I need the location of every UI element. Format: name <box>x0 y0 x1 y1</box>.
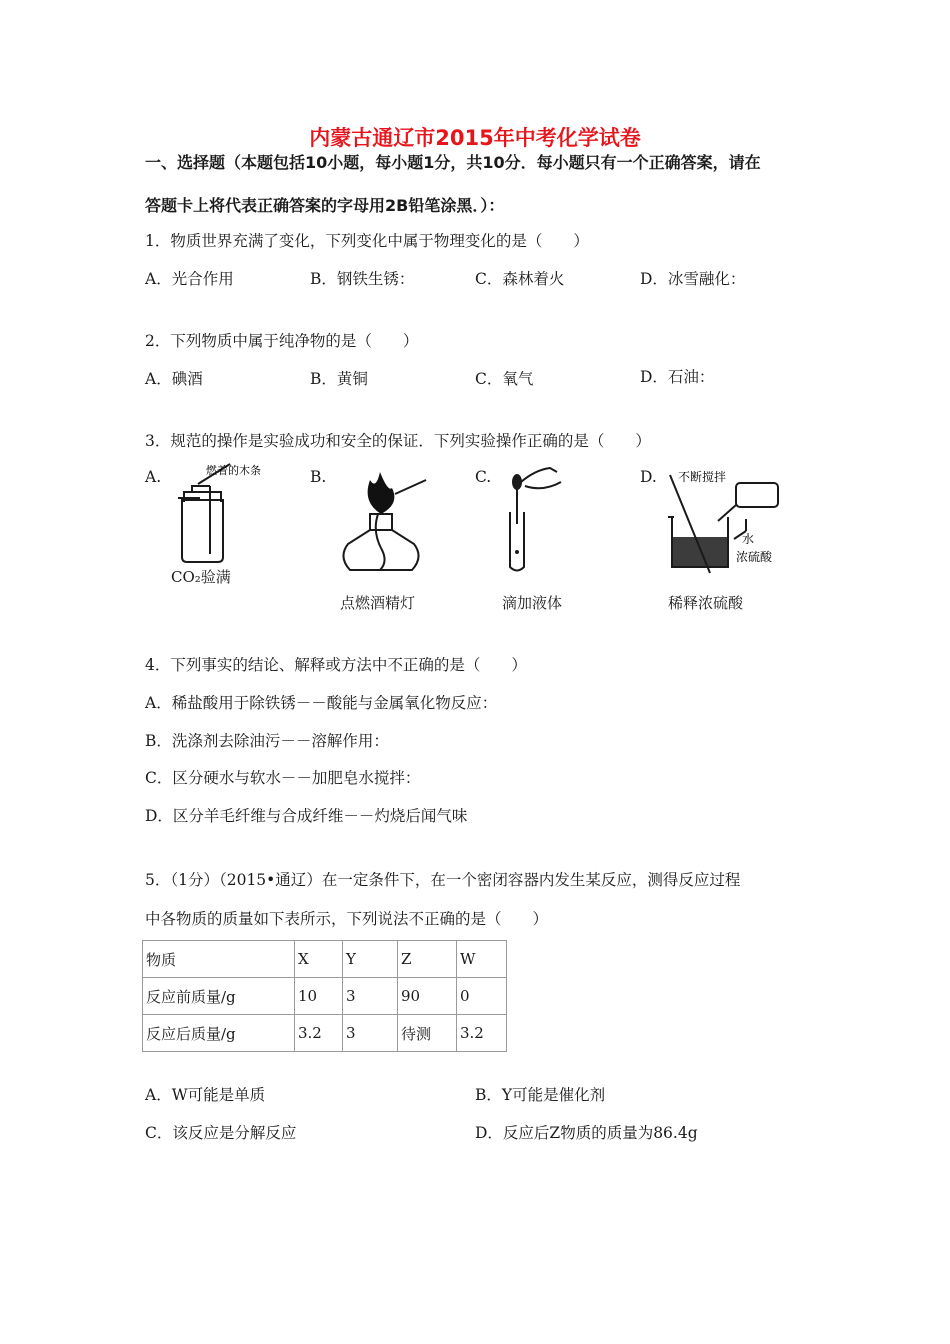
table-cell: X <box>295 941 343 978</box>
table-cell: 90 <box>398 978 457 1015</box>
table-cell: 待测 <box>398 1015 457 1052</box>
q3-caption-c: 滴加液体 <box>502 594 563 612</box>
q5-option-a[interactable]: A．W可能是单质 <box>145 1086 266 1104</box>
q3-stem: 3．规范的操作是实验成功和安全的保证．下列实验操作正确的是（ ） <box>145 432 651 450</box>
q2-option-d[interactable]: D．石油： <box>640 368 715 386</box>
table-cell: 3 <box>343 1015 398 1052</box>
q3-option-a-letter[interactable]: A. <box>145 468 162 486</box>
q4-option-b[interactable]: B．洗涤剂去除油污－－溶解作用： <box>145 732 389 750</box>
q1-stem: 1．物质世界充满了变化，下列变化中属于物理变化的是（ ） <box>145 232 589 250</box>
q5-option-c[interactable]: C．该反应是分解反应 <box>145 1124 297 1142</box>
q3-caption-d: 稀释浓硫酸 <box>668 594 744 612</box>
q5-stem-line1: 5．（1分）（2015•通辽）在一定条件下，在一个密闭容器内发生某反应，测得反应过程 <box>145 871 741 889</box>
q3-caption-a: CO₂验满 <box>171 568 231 586</box>
table-row <box>143 1015 507 1052</box>
q1-option-b[interactable]: B．钢铁生锈： <box>310 270 415 288</box>
alcohol-lamp-figure <box>330 462 430 582</box>
table-cell: 3.2 <box>457 1015 507 1052</box>
q3-option-d-letter[interactable]: D. <box>640 468 657 486</box>
burning-stick-label: 燃着的木条 <box>206 464 261 477</box>
table-cell: Y <box>343 941 398 978</box>
page-title: 内蒙古通辽市2015年中考化学试卷 <box>309 126 641 150</box>
stir-label: 不断搅拌 <box>678 470 727 484</box>
dilute-acid-figure <box>660 465 790 575</box>
table-cell: 0 <box>457 978 507 1015</box>
q1-option-a[interactable]: A．光合作用 <box>145 270 234 288</box>
table-cell: 物质 <box>143 941 295 978</box>
q3-caption-b: 点燃酒精灯 <box>340 594 416 612</box>
section-heading-line2: 答题卡上将代表正确答案的字母用2B铅笔涂黑．）： <box>145 196 505 215</box>
q4-option-c[interactable]: C．区分硬水与软水－－加肥皂水搅拌： <box>145 769 421 787</box>
q4-option-d[interactable]: D．区分羊毛纤维与合成纤维－－灼烧后闻气味 <box>145 807 468 825</box>
table-row <box>143 978 507 1015</box>
q4-option-a[interactable]: A．稀盐酸用于除铁锈－－酸能与金属氧化物反应： <box>145 694 498 712</box>
table-cell: W <box>457 941 507 978</box>
water-label: 水 <box>742 532 755 546</box>
table-cell: 10 <box>295 978 343 1015</box>
table-cell: 3 <box>343 978 398 1015</box>
table-header-row <box>143 941 507 978</box>
table-cell: 反应后质量/g <box>143 1015 295 1052</box>
q5-stem-line2: 中各物质的质量如下表所示，下列说法不正确的是（ ） <box>145 910 549 928</box>
mass-table <box>142 940 507 1052</box>
q1-option-d[interactable]: D．冰雪融化： <box>640 270 746 288</box>
q2-option-c[interactable]: C．氧气 <box>475 370 534 388</box>
table-cell: 3.2 <box>295 1015 343 1052</box>
section-heading-line1: 一、选择题（本题包括10小题，每小题1分，共10分．每小题只有一个正确答案，请在 <box>145 153 761 172</box>
dropper-figure <box>495 462 575 577</box>
q2-option-a[interactable]: A．碘酒 <box>145 370 203 388</box>
q3-option-c-letter[interactable]: C. <box>475 468 492 486</box>
co2-check-figure <box>170 462 280 567</box>
table-cell: 反应前质量/g <box>143 978 295 1015</box>
q5-option-d[interactable]: D．反应后Z物质的质量为86.4g <box>475 1124 698 1142</box>
acid-label: 浓硫酸 <box>736 550 773 564</box>
q4-stem: 4．下列事实的结论、解释或方法中不正确的是（ ） <box>145 656 527 674</box>
table-cell: Z <box>398 941 457 978</box>
q2-option-b[interactable]: B．黄铜 <box>310 370 368 388</box>
q2-stem: 2．下列物质中属于纯净物的是（ ） <box>145 332 419 350</box>
q1-option-c[interactable]: C．森林着火 <box>475 270 565 288</box>
q3-option-b-letter[interactable]: B. <box>310 468 327 486</box>
q5-option-b[interactable]: B．Y可能是催化剂 <box>475 1086 606 1104</box>
